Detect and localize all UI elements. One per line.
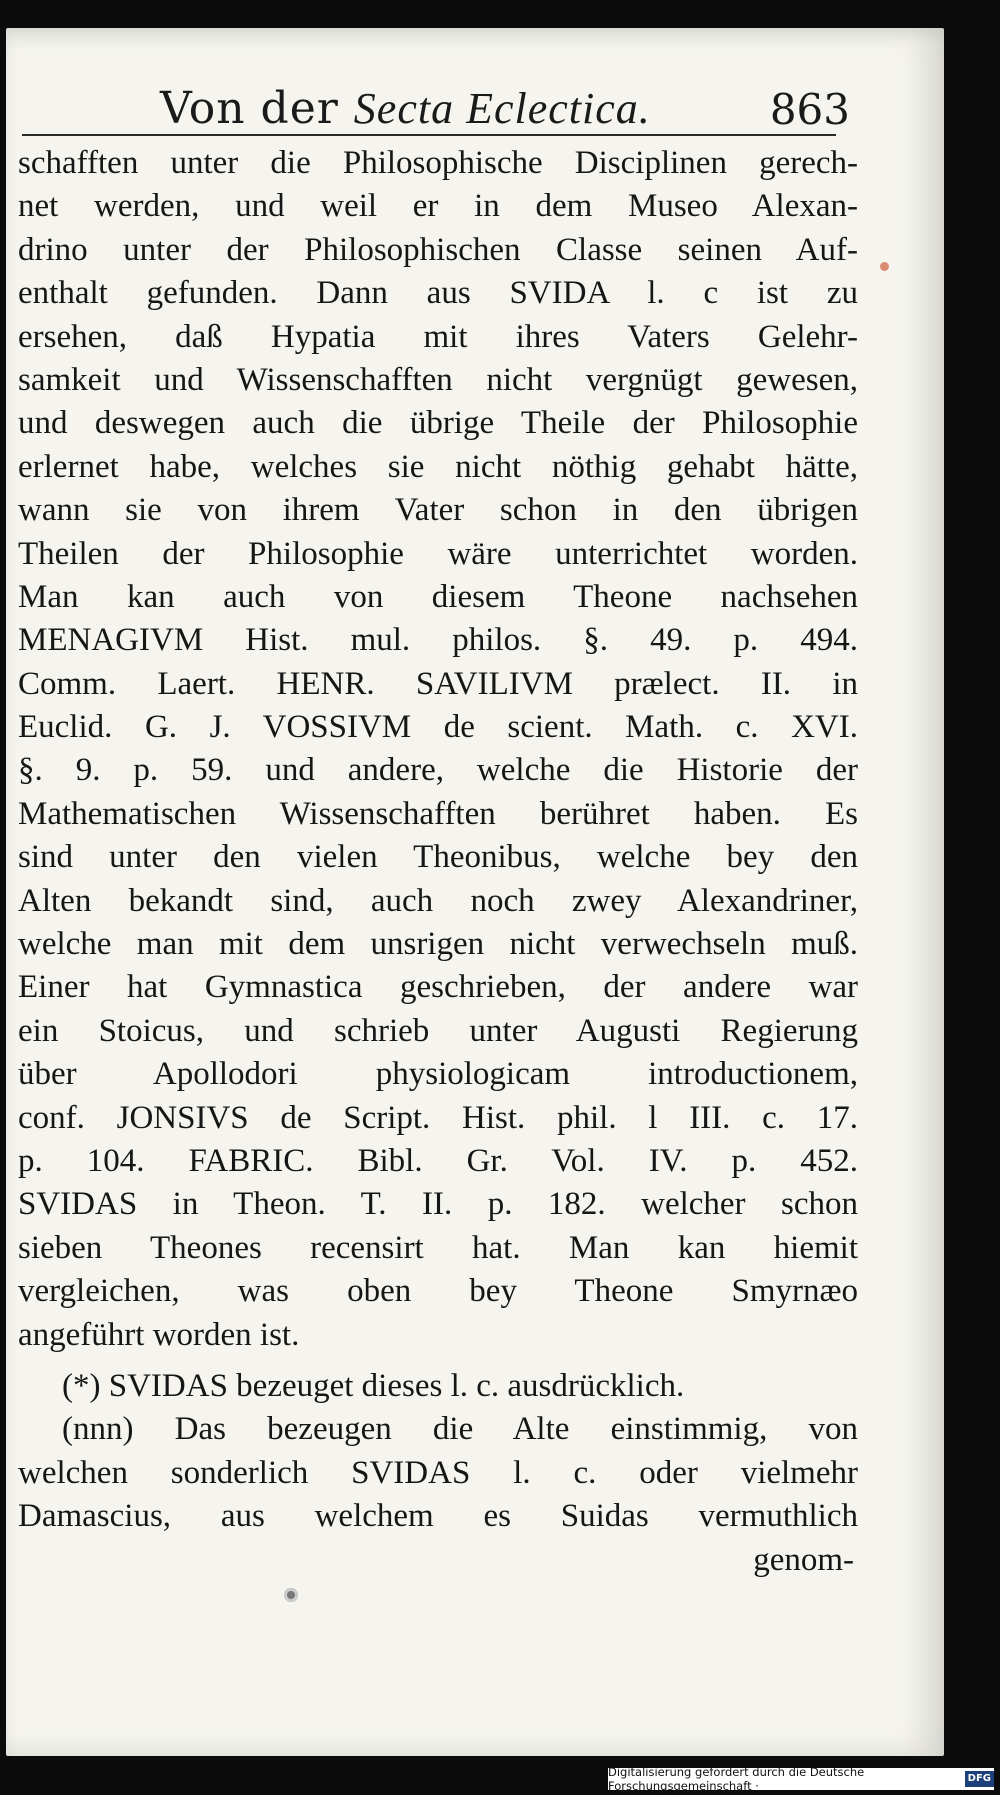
footnote-line: welchen sonderlich SVIDAS l. c. oder vielmehr [18, 1454, 858, 1491]
body-line: Mathematischen Wissenschafften berühret haben. Es [18, 795, 858, 832]
running-title-prefix: Von der [160, 83, 339, 134]
dfg-logo: DFG [965, 1771, 994, 1787]
body-line: sind unter den vielen Theonibus, welche bey den [18, 839, 858, 876]
body-line: sieben Theones recensirt hat. Man kan hiemit [18, 1229, 858, 1266]
body-line: net werden, und weil er in dem Museo Alexan- [18, 188, 858, 225]
body-line: welche man mit dem unsrigen nicht verwechseln muß. [18, 926, 858, 963]
body-line: erlernet habe, welches sie nicht nöthig gehabt hätte, [18, 448, 858, 485]
body-line: ersehen, daß Hypatia mit ihres Vaters Gelehr- [18, 318, 858, 355]
body-line: über Apollodori physiologicam introductionem, [18, 1056, 858, 1093]
body-line: Alten bekandt sind, auch noch zwey Alexandriner, [18, 882, 858, 919]
body-line: p. 104. FABRIC. Bibl. Gr. Vol. IV. p. 452. [18, 1142, 858, 1179]
body-line: SVIDAS in Theon. T. II. p. 182. welcher schon [18, 1186, 858, 1223]
header-rule [22, 134, 836, 136]
credit-text: Digitalisierung gefördert durch die Deutsche Forschungsgemeinschaft · [608, 1765, 865, 1793]
body-text [18, 142, 858, 1582]
footnote-line: (nnn) Das bezeugen die Alte einstimmig, von [62, 1411, 858, 1448]
paper-blemish [284, 1588, 298, 1602]
body-line: MENAGIVM Hist. mul. philos. §. 49. p. 494. [18, 622, 858, 659]
body-line: drino unter der Philosophischen Classe seinen Auf- [18, 231, 858, 268]
footnote-line: (*) SVIDAS bezeuget dieses l. c. ausdrücklich. [62, 1367, 685, 1404]
body-line: Euclid. G. J. VOSSIVM de scient. Math. c. XVI. [18, 709, 858, 746]
body-line: Comm. Laert. HENR. SAVILIVM prælect. II. in [18, 665, 858, 702]
body-line: enthalt gefunden. Dann aus SVIDA l. c ist zu [18, 275, 858, 312]
body-line: und deswegen auch die übrige Theile der Philosophie [18, 405, 858, 442]
digitization-credit [608, 1765, 994, 1793]
running-title [160, 83, 651, 134]
body-line: Man kan auch von diesem Theone nachsehen [18, 578, 858, 615]
body-line: ein Stoicus, und schrieb unter Augusti Regierung [18, 1012, 858, 1049]
page-number: 863 [769, 85, 850, 134]
paper-stain [880, 262, 889, 271]
footnote-line: Damascius, aus welchem es Suidas vermuthlich [18, 1498, 858, 1535]
body-line: schafften unter die Philosophische Disciplinen gerech- [18, 145, 858, 181]
body-line: vergleichen, was oben bey Theone Smyrnæo [18, 1273, 858, 1310]
body-line: Theilen der Philosophie wäre unterrichtet worden. [18, 535, 858, 572]
running-title-italic: Secta Eclectica. [353, 84, 651, 133]
catchword: genom- [753, 1541, 854, 1578]
running-header [160, 74, 850, 134]
body-line: conf. JONSIVS de Script. Hist. phil. l III. c. 17. [18, 1099, 858, 1136]
body-line: §. 9. p. 59. und andere, welche die Historie der [18, 752, 858, 789]
body-line: wann sie von ihrem Vater schon in den übrigen [18, 492, 858, 529]
body-line: Einer hat Gymnastica geschrieben, der andere war [18, 969, 858, 1006]
body-line: angeführt worden ist. [18, 1316, 300, 1353]
body-line: samkeit und Wissenschafften nicht vergnügt gewesen, [18, 361, 858, 398]
